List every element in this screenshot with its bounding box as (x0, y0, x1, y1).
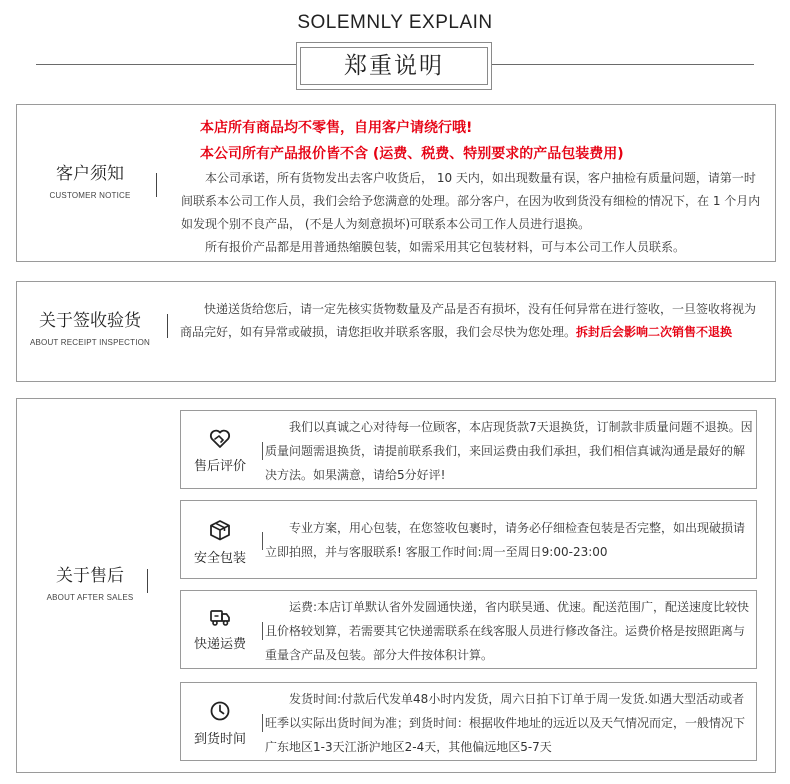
arrival-label: 到货时间 (193, 732, 246, 747)
receipt-inspection-text (180, 298, 766, 344)
receipt-inspection-title: 关于签收验货 (39, 311, 141, 331)
clock-icon (181, 700, 259, 722)
arrival-divider (262, 714, 263, 732)
arrival-time-card (180, 682, 757, 761)
shipping-divider (262, 622, 263, 640)
packaging-text: 专业方案，用心包装，在您签收包裹时，请务必仔细检查包装是否完整，如出现破损请立即拍照，并与客服联系! 客服工作时间:周一至周日9:00-23:00 (265, 521, 746, 559)
package-box-icon (181, 519, 259, 541)
customer-notice-section (16, 104, 776, 262)
customer-notice-divider (156, 173, 157, 197)
receipt-inspection-divider (167, 314, 168, 338)
arrival-text: 发货时间:付款后代发单48小时内发货，周六日拍下订单于周一发货.如遇大型活动或者旺季以实际出货时间为准；到货时间：根据收件地址的远近以及天气情况而定，一般情况下广东地区1-3天江浙沪地区2-4天，其他偏远地区5-7天 (265, 692, 746, 754)
customer-notice-heading (17, 163, 163, 200)
after-sales-heading (17, 565, 163, 602)
packaging-divider (262, 532, 263, 550)
price-exclusion-notice: 本公司所有产品报价皆不含 (运费、税费、特别要求的产品包装费用) (200, 146, 624, 162)
no-return-warning: 拆封后会影响二次销售不退换 (576, 325, 733, 339)
header-divider-left (36, 64, 296, 65)
customer-notice-title: 客户须知 (56, 164, 124, 184)
review-icon-block (181, 429, 259, 474)
header-cn-title: 郑重说明 (300, 47, 488, 85)
packaging-label: 安全包装 (193, 551, 246, 566)
shipping-label: 快递运费 (193, 637, 246, 652)
shipping-text: 运费:本店订单默认省外发圆通快递，省内联昊通、优速。配送范围广，配送速度比较快且价格较划算，若需要其它快递需联系在线客服人员进行修改备注。运费价格是按照距离与重量含产品及包装。部分大件按体积计算。 (265, 600, 750, 662)
receipt-inspection-heading (17, 310, 163, 347)
safe-packaging-card (180, 500, 757, 579)
review-label: 售后评价 (193, 459, 246, 474)
shipping-icon-block (181, 609, 259, 652)
review-text: 我们以真诚之心对待每一位顾客，本店现货款7天退换货，订制款非质量问题不退换。因质量问题需退换货，请提前联系我们，来回运费由我们承担，我们相信真诚沟通是最好的解决方法。如果满意，请给5分好评! (265, 420, 753, 482)
quality-promise-text: 本公司承诺，所有货物发出去客户收货后， 10 天内，如出现数量有误，客户抽检有质量问题，请第一时间联系本公司工作人员，我们会给予您满意的处理。部分客户，在因为收到货没有细检的情况下，在 1 个月内如发现个别不良产品， (不是人为刻意损坏)可联系本公司工作人员进行退换。 (181, 171, 761, 231)
after-sales-divider (147, 569, 148, 593)
after-sales-review-card (180, 410, 757, 489)
receipt-instruction: 快递送货给您后，请一定先核实货物数量及产品是否有损坏，没有任何异常在进行签收，一旦签收将视为商品完好，如有异常或破损，请您拒收并联系客服，我们会尽快为您处理。 (180, 302, 757, 339)
after-sales-title: 关于售后 (56, 566, 124, 586)
receipt-inspection-subtitle: ABOUT RECEIPT INSPECTION (29, 338, 151, 347)
arrival-icon-block (181, 700, 259, 747)
packaging-info-text: 所有报价产品都是用普通热缩膜包装，如需采用其它包装材料，可与本公司工作人员联系。 (205, 240, 686, 254)
header-divider-right (492, 64, 754, 65)
receipt-inspection-section (16, 281, 776, 382)
delivery-truck-icon (181, 609, 259, 627)
shipping-fee-card (180, 590, 757, 669)
handshake-heart-icon (181, 429, 259, 449)
packaging-icon-block (181, 519, 259, 566)
header-en-title: SOLEMNLY EXPLAIN (297, 12, 493, 33)
no-retail-notice: 本店所有商品均不零售，自用客户请绕行哦! (200, 120, 473, 136)
after-sales-subtitle: ABOUT AFTER SALES (46, 593, 134, 602)
review-divider (262, 442, 263, 460)
customer-notice-subtitle: CUSTOMER NOTICE (49, 191, 131, 200)
